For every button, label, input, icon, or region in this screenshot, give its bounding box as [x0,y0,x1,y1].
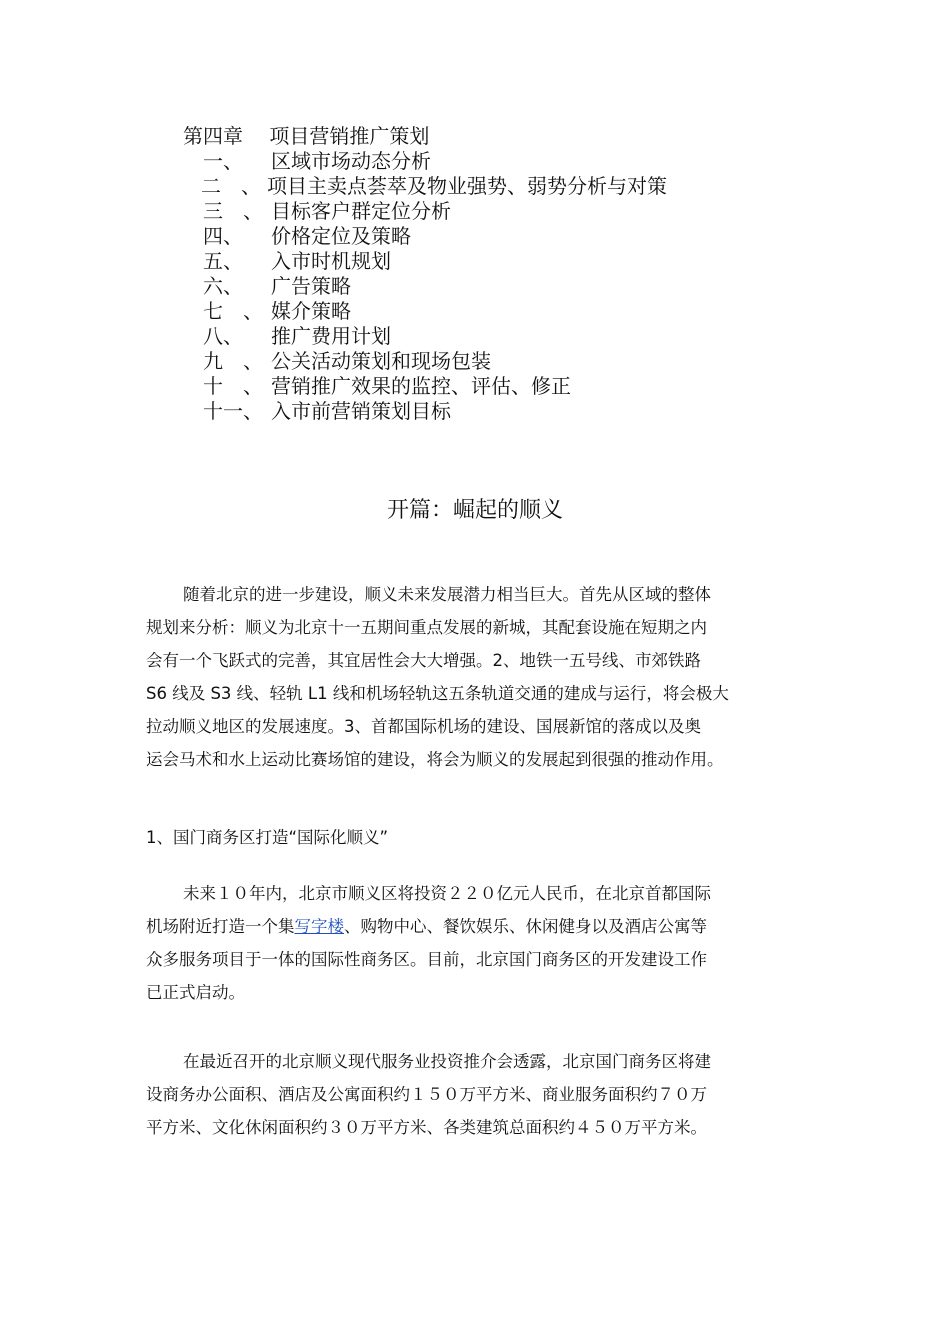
section-title: 开篇：崛起的顺义 [386,498,563,523]
toc-item-number: 六、 [203,274,243,298]
toc-item-label: 项目主卖点荟萃及物业强势、弱势分析与对策 [267,174,667,198]
text-segment: 机场附近打造一个集 [146,917,295,936]
investment-paragraph [146,1045,826,1144]
business-district-paragraph [146,877,826,1009]
toc-item [183,249,667,274]
toc-item-label: 入市时机规划 [271,249,391,273]
toc-item-number: 八、 [203,324,243,348]
toc-item [183,224,667,249]
text-segment: 、购物中心、餐饮娱乐、休闲健身以及酒店公寓等 [344,917,707,936]
paragraph-line: 平方米、文化休闲面积约３０万平方米、各类建筑总面积约４５０万平方米。 [146,1118,707,1137]
chapter-heading: 第四章 项目营销推广策划 [183,124,430,148]
toc-item-label: 区域市场动态分析 [271,149,431,173]
toc-item-number: 七 、 [203,299,263,323]
toc-item-number: 二 、 [201,174,261,198]
paragraph-line: 在最近召开的北京顺义现代服务业投资推介会透露，北京国门商务区将建 [183,1052,711,1071]
paragraph-line: 随着北京的进一步建设，顺义未来发展潜力相当巨大。首先从区域的整体 [183,585,711,604]
toc-item-number: 三 、 [203,199,263,223]
toc-item [183,399,667,424]
office-building-link[interactable]: 写字楼 [294,917,344,936]
toc-item-number: 四、 [203,224,243,248]
paragraph-line: 拉动顺义地区的发展速度。3、首都国际机场的建设、国展新馆的落成以及奥 [146,717,701,736]
toc-item [183,199,667,224]
toc-item-label: 价格定位及策略 [271,224,411,248]
toc-item [183,324,667,349]
subsection-heading: 1、国门商务区打造“国际化顺义” [146,828,389,847]
toc-item-label: 目标客户群定位分析 [271,199,451,223]
toc-item-number: 一、 [203,149,243,173]
paragraph-line: 未来１０年内，北京市顺义区将投资２２０亿元人民币，在北京首都国际 [183,884,711,903]
toc-item-number: 十 、 [203,374,263,398]
paragraph-line: 会有一个飞跃式的完善，其宜居性会大大增强。2、地铁一五号线、市郊铁路 [146,651,701,670]
toc-item-label: 公关活动策划和现场包装 [271,349,491,373]
toc-item-label: 营销推广效果的监控、评估、修正 [271,374,571,398]
table-of-contents [183,124,667,424]
toc-item-label: 推广费用计划 [271,324,391,348]
toc-item [183,174,667,199]
toc-item-label: 广告策略 [271,274,351,298]
toc-item-number: 九 、 [203,349,263,373]
paragraph-line [146,910,826,943]
toc-item [183,274,667,299]
paragraph-line: 设商务办公面积、酒店及公寓面积约１５０万平方米、商业服务面积约７０万 [146,1085,707,1104]
toc-item [183,149,667,174]
paragraph-line: S6 线及 S3 线、轻轨 L1 线和机场轻轨这五条轨道交通的建成与运行，将会极大 [146,684,729,703]
paragraph-line: 众多服务项目于一体的国际性商务区。目前，北京国门商务区的开发建设工作 [146,950,707,969]
paragraph-line: 运会马术和水上运动比赛场馆的建设，将会为顺义的发展起到很强的推动作用。 [146,750,724,769]
paragraph-line: 规划来分析：顺义为北京十一五期间重点发展的新城，其配套设施在短期之内 [146,618,707,637]
toc-item [183,299,667,324]
toc-item-number: 五、 [203,249,243,273]
toc-item-label: 入市前营销策划目标 [271,399,451,423]
toc-item-label: 媒介策略 [271,299,351,323]
paragraph-line: 已正式启动。 [146,983,245,1002]
toc-item-number: 十一、 [203,399,263,423]
toc-item [183,374,667,399]
toc-item [183,349,667,374]
intro-paragraph [146,578,826,776]
